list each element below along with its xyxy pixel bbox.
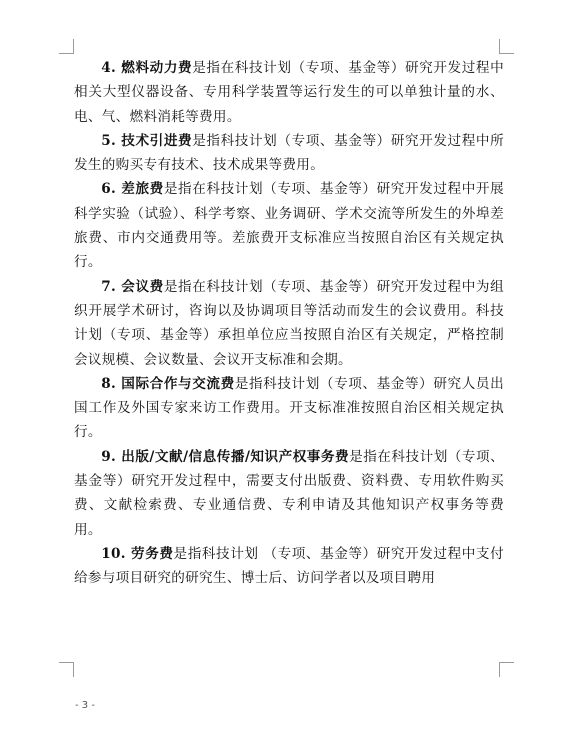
crop-mark-top-left <box>59 39 74 54</box>
paragraph-text: 是指科技计划（专项、基金等）研究人员出国工作及外国专家来访工作费用。开支标准准按照自治区相关规定执行。 <box>74 375 504 441</box>
paragraph-text: 是指科技计划 （专项、基金等）研究开发过程中支付给参与项目研究的研究生、博士后、访问学者以及项目聘用 <box>74 545 504 587</box>
crop-mark-bottom-left <box>59 662 74 677</box>
paragraph-text: 是指科技计划（专项、基金等）研究开发过程中所发生的购买专有技术、技术成果等费用。 <box>74 132 504 174</box>
paragraph-heading: 7. 会议费 <box>101 278 164 295</box>
paragraph-heading: 8. 国际合作与交流费 <box>101 375 235 392</box>
paragraph-meeting-cost <box>74 275 504 372</box>
paragraph-heading: 10. 劳务费 <box>101 545 174 562</box>
paragraph-publication-ip-cost <box>74 445 504 542</box>
paragraph-heading: 6. 差旅费 <box>101 181 164 198</box>
paragraph-text: 是指在科技计划（专项、基金等）研究开发过程中开展科学实验（试验）、科学考察、业务调研、学术交流等所发生的外埠差旅费、市内交通费用等。差旅费开支标准应当按照自治区有关规定执行。 <box>74 181 504 271</box>
paragraph-labor-cost <box>74 542 504 591</box>
paragraph-international-cooperation-cost <box>74 372 504 445</box>
paragraph-text: 是指在科技计划（专项、基金等）研究开发过程中为组织开展学术研讨，咨询以及协调项目等活动而发生的会议费用。科技计划（专项、基金等）承担单位应当按照自治区有关规定，严格控制会议规模、会议数量、会议开支标准和会期。 <box>74 278 504 368</box>
paragraph-text: 是指在科技计划（专项、基金等）研究开发过程中相关大型仪器设备、专用科学装置等运行发生的可以单独计量的水、电、气、燃料消耗等费用。 <box>74 60 504 125</box>
paragraph-text: 是指在科技计划（专项、基金等）研究开发过程中，需要支付出版费、资料费、专用软件购买费、文献检索费、专业通信费、专利申请及其他知识产权事务等费用。 <box>74 448 504 538</box>
paragraph-heading: 5. 技术引进费 <box>101 132 193 149</box>
crop-mark-top-right <box>499 39 514 54</box>
paragraph-fuel-power-cost <box>74 56 504 129</box>
crop-mark-bottom-right <box>499 662 514 677</box>
paragraph-travel-cost <box>74 177 504 274</box>
paragraph-technology-import-cost <box>74 129 504 178</box>
paragraph-heading: 4. 燃料动力费 <box>101 60 193 76</box>
paragraph-heading: 9. 出版/文献/信息传播/知识产权事务费 <box>101 448 350 465</box>
page-number: - 3 - <box>75 700 95 711</box>
document-body <box>74 56 504 591</box>
